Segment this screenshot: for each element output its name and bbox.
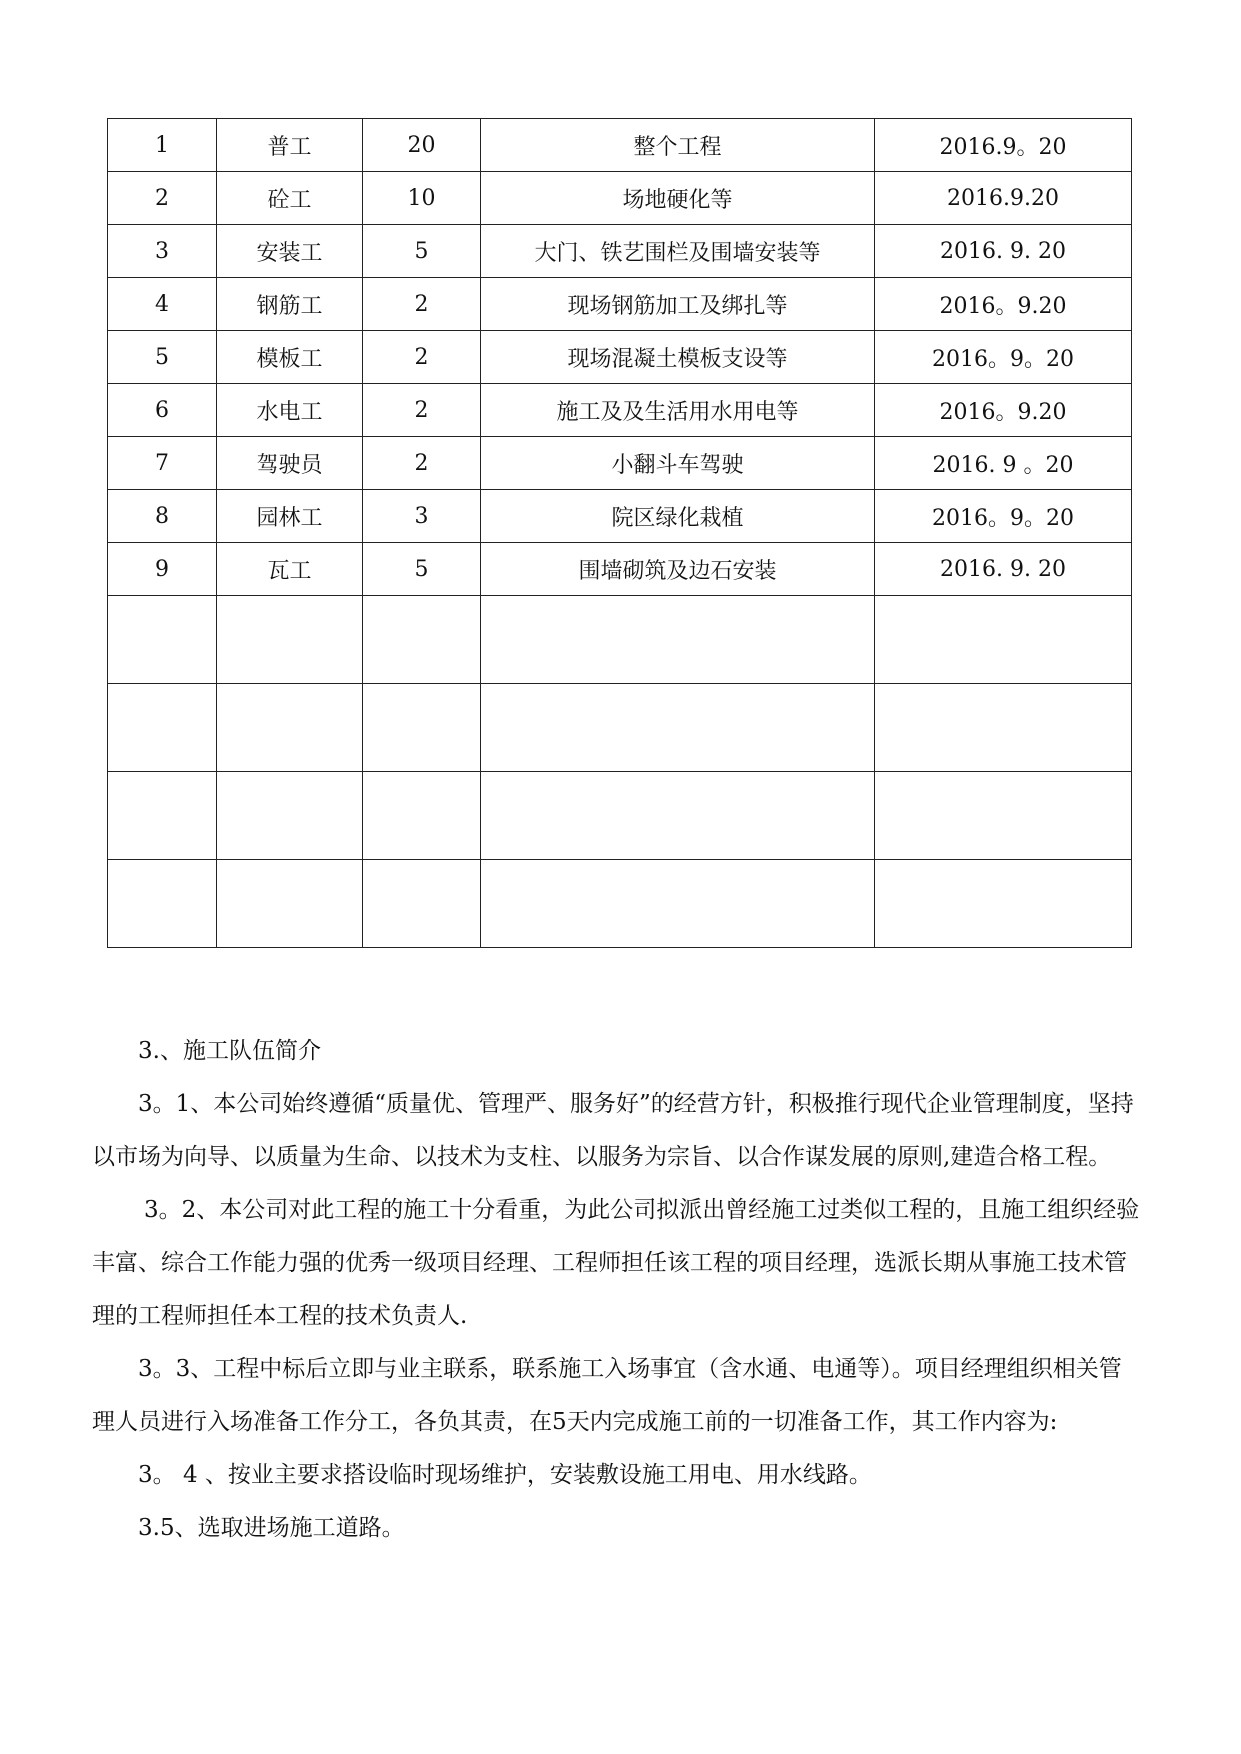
cell-date: 2016。9。20 bbox=[875, 331, 1132, 384]
table-row bbox=[108, 278, 1132, 331]
empty-cell bbox=[217, 596, 363, 684]
cell-date: 2016.9.20 bbox=[875, 172, 1132, 225]
empty-cell bbox=[481, 772, 875, 860]
empty-cell bbox=[363, 684, 481, 772]
empty-cell bbox=[217, 860, 363, 948]
cell-no: 1 bbox=[108, 119, 217, 172]
empty-cell bbox=[217, 772, 363, 860]
empty-table-row bbox=[108, 860, 1132, 948]
cell-work: 院区绿化栽植 bbox=[481, 490, 875, 543]
table-row bbox=[108, 172, 1132, 225]
paragraph: 3.5、选取进场施工道路。 bbox=[138, 1515, 405, 1541]
cell-count: 20 bbox=[363, 119, 481, 172]
cell-trade: 安装工 bbox=[217, 225, 363, 278]
empty-cell bbox=[108, 772, 217, 860]
empty-cell bbox=[875, 684, 1132, 772]
cell-date: 2016。9.20 bbox=[875, 384, 1132, 437]
cell-work: 施工及及生活用水用电等 bbox=[481, 384, 875, 437]
section-text bbox=[92, 1025, 1144, 1555]
empty-cell bbox=[108, 596, 217, 684]
cell-work: 整个工程 bbox=[481, 119, 875, 172]
empty-cell bbox=[875, 596, 1132, 684]
cell-work: 现场混凝土模板支设等 bbox=[481, 331, 875, 384]
empty-cell bbox=[363, 772, 481, 860]
section-heading: 3.、施工队伍简介 bbox=[138, 1038, 321, 1064]
cell-work: 大门、铁艺围栏及围墙安装等 bbox=[481, 225, 875, 278]
cell-count: 2 bbox=[363, 437, 481, 490]
cell-count: 3 bbox=[363, 490, 481, 543]
staff-table bbox=[107, 118, 1132, 948]
cell-no: 2 bbox=[108, 172, 217, 225]
cell-count: 5 bbox=[363, 543, 481, 596]
cell-trade: 普工 bbox=[217, 119, 363, 172]
cell-work: 场地硬化等 bbox=[481, 172, 875, 225]
empty-cell bbox=[108, 684, 217, 772]
table-row bbox=[108, 490, 1132, 543]
cell-work: 现场钢筋加工及绑扎等 bbox=[481, 278, 875, 331]
empty-table-row bbox=[108, 772, 1132, 860]
cell-trade: 驾驶员 bbox=[217, 437, 363, 490]
table-row bbox=[108, 331, 1132, 384]
cell-no: 7 bbox=[108, 437, 217, 490]
empty-cell bbox=[108, 860, 217, 948]
table-row bbox=[108, 225, 1132, 278]
empty-cell bbox=[875, 772, 1132, 860]
cell-count: 5 bbox=[363, 225, 481, 278]
empty-cell bbox=[875, 860, 1132, 948]
paragraph: 3。 4 、按业主要求搭设临时现场维护，安装敷设施工用电、用水线路。 bbox=[138, 1462, 872, 1488]
empty-cell bbox=[481, 684, 875, 772]
cell-count: 2 bbox=[363, 278, 481, 331]
cell-no: 3 bbox=[108, 225, 217, 278]
cell-date: 2016.9。20 bbox=[875, 119, 1132, 172]
cell-date: 2016. 9 。20 bbox=[875, 437, 1132, 490]
cell-count: 2 bbox=[363, 384, 481, 437]
table-row bbox=[108, 384, 1132, 437]
cell-work: 小翻斗车驾驶 bbox=[481, 437, 875, 490]
empty-cell bbox=[363, 860, 481, 948]
empty-cell bbox=[363, 596, 481, 684]
empty-cell bbox=[481, 596, 875, 684]
empty-table-row bbox=[108, 596, 1132, 684]
table-row bbox=[108, 543, 1132, 596]
cell-date: 2016. 9. 20 bbox=[875, 543, 1132, 596]
cell-count: 2 bbox=[363, 331, 481, 384]
cell-trade: 水电工 bbox=[217, 384, 363, 437]
cell-no: 6 bbox=[108, 384, 217, 437]
cell-count: 10 bbox=[363, 172, 481, 225]
empty-cell bbox=[217, 684, 363, 772]
cell-no: 5 bbox=[108, 331, 217, 384]
empty-table-row bbox=[108, 684, 1132, 772]
paragraph: 3。2、本公司对此工程的施工十分看重，为此公司拟派出曾经施工过类似工程的，且施工组织经验丰富、综合工作能力强的优秀一级项目经理、工程师担任该工程的项目经理，选派长期从事施工技术管理的工程师担任本工程的技术负责人. bbox=[92, 1197, 1140, 1329]
cell-work: 围墙砌筑及边石安装 bbox=[481, 543, 875, 596]
cell-no: 9 bbox=[108, 543, 217, 596]
cell-date: 2016. 9. 20 bbox=[875, 225, 1132, 278]
table-row bbox=[108, 437, 1132, 490]
paragraph: 3。3、工程中标后立即与业主联系，联系施工入场事宜（含水通、电通等）。项目经理组织相关管理人员进行入场准备工作分工，各负其责，在5天内完成施工前的一切准备工作，其工作内容为: bbox=[92, 1356, 1122, 1435]
cell-date: 2016。9.20 bbox=[875, 278, 1132, 331]
cell-trade: 园林工 bbox=[217, 490, 363, 543]
table-row bbox=[108, 119, 1132, 172]
empty-cell bbox=[481, 860, 875, 948]
cell-no: 4 bbox=[108, 278, 217, 331]
cell-date: 2016。9。20 bbox=[875, 490, 1132, 543]
cell-trade: 钢筋工 bbox=[217, 278, 363, 331]
cell-trade: 模板工 bbox=[217, 331, 363, 384]
paragraph: 3。1、本公司始终遵循“质量优、管理严、服务好”的经营方针，积极推行现代企业管理制度，坚持以市场为向导、以质量为生命、以技术为支柱、以服务为宗旨、以合作谋发展的原则,建造合格工程。 bbox=[92, 1091, 1134, 1170]
cell-trade: 瓦工 bbox=[217, 543, 363, 596]
cell-trade: 砼工 bbox=[217, 172, 363, 225]
cell-no: 8 bbox=[108, 490, 217, 543]
